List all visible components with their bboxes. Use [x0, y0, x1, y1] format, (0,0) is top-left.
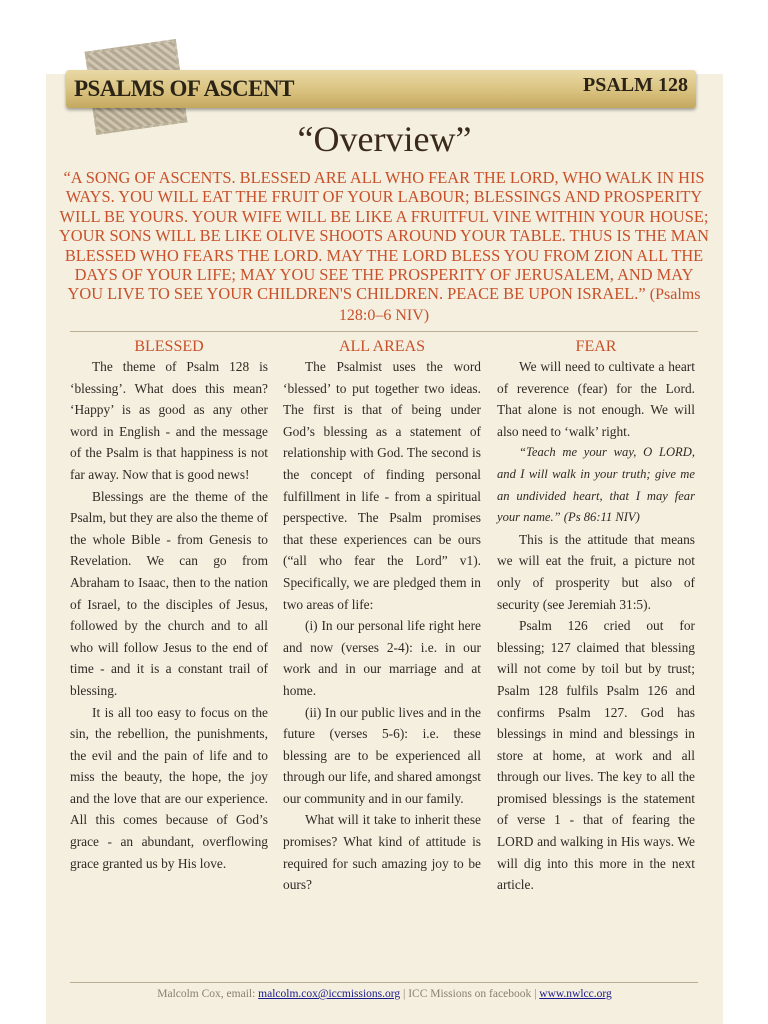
paragraph: Psalm 126 cried out for blessing; 127 claimed that blessing will not come by toil but by trust; Psalm 128 fulfils Psalm 126 and confirms Psalm 127. God has blessings in mind and blessings in store at home, at work and all through our lives. The key to all the promised blessings is the statement of verse 1 - that of fearing the LORD and walking in His ways. We will dig into this more in the next article.	[497, 618, 695, 893]
header-banner	[66, 70, 696, 108]
paragraph: (i) In our personal life right here and now (verses 2-4): i.e. in our work and in our marriage and at home.	[283, 618, 481, 698]
footer-separator: |	[403, 988, 406, 1000]
paragraph: The Psalmist uses the word ‘blessed’ to put together two ideas. The first is that of being under God’s blessing as a statement of relationship with God. The second is the concept of finding personal fulfillment in life - from a spiritual perspective. The Psalm promises that these experiences can be ours (“all who fear the Lord” v1). Specifically, we are pledged them in two areas of life:	[283, 359, 481, 612]
facebook-text: ICC Missions on facebook	[408, 988, 532, 1000]
paragraph: The theme of Psalm 128 is ‘blessing’. What does this mean? ‘Happy’ is as good as any other word in English - and the message of the Psalm is that happiness is not far away. Now that is good news!	[70, 359, 268, 482]
footer	[46, 988, 723, 1000]
column-blessed	[70, 356, 268, 874]
paragraph: (ii) In our public lives and in the future (verses 5-6): i.e. these blessing are to be experienced all through our life, and shared amongst our community and in our family.	[283, 704, 481, 806]
paragraph: It is all too easy to focus on the sin, the rebellion, the punishments, the evil and the pain of life and to miss the beauty, the hope, the joy and the love that are our experience. All this comes because of God’s grace - an abundant, overflowing grace granted us by His love.	[70, 704, 268, 871]
column-heading-blessed: BLESSED	[134, 338, 204, 355]
footer-separator: |	[534, 988, 537, 1000]
intro-quote	[56, 168, 712, 325]
footer-divider	[70, 982, 698, 983]
paragraph: This is the attitude that means we will eat the fruit, a picture not only of prosperity but also of security (see Jeremiah 31:5).	[497, 531, 695, 612]
column-all-areas	[283, 356, 481, 896]
intro-text: “A SONG OF ASCENTS. BLESSED ARE ALL WHO FEAR THE LORD, WHO WALK IN HIS WAYS. YOU WILL EAT THE FRUIT OF YOUR LABOUR; BLESSINGS AND PROSPERITY WILL BE YOURS. YOUR WIFE WILL BE LIKE A FRUITFUL VINE WITHIN YOUR HOUSE; YOUR SONS WILL BE LIKE OLIVE SHOOTS AROUND YOUR TABLE. THUS IS THE MAN BLESSED WHO FEARS THE LORD. MAY THE LORD BLESS YOU FROM ZION ALL THE DAYS OF YOUR LIFE; MAY YOU SEE THE PROSPERITY OF JERUSALEM, AND MAY YOU LIVE TO SEE YOUR CHILDREN'S CHILDREN. PEACE BE UPON ISRAEL.”	[58, 168, 710, 304]
series-title: PSALMS OF ASCENT	[74, 76, 294, 101]
paragraph: Blessings are the theme of the Psalm, but they are also the theme of the whole Bible - from Genesis to Revelation. We can go from Abraham to Isaac, then to the nation of Israel, to the disciples of Jesus, followed by the church and to all who will follow Jesus to the end of time - and it is a constant trail of blessing.	[70, 488, 268, 698]
page-title: “Overview”	[297, 119, 472, 159]
email-link[interactable]: malcolm.cox@iccmissions.org	[258, 988, 401, 1000]
column-fear	[497, 356, 695, 896]
scripture-quote: “Teach me your way, O LORD, and I will walk in your truth; give me an undivided heart, that I may fear your name.” (Ps 86:11 NIV)	[497, 445, 695, 525]
column-heading-fear: FEAR	[575, 338, 617, 355]
intro-reference: (Psalms 128:0–6 NIV)	[338, 286, 701, 324]
psalm-number: PSALM 128	[583, 74, 688, 96]
column-heading-all-areas: ALL AREAS	[338, 338, 426, 355]
website-link[interactable]: www.nwlcc.org	[539, 988, 612, 1000]
paragraph: We will need to cultivate a heart of reverence (fear) for the Lord. That alone is not enough. We will also need to ‘walk’ right.	[497, 359, 695, 439]
divider	[70, 331, 698, 332]
footer-author: Malcolm Cox, email:	[157, 988, 256, 1000]
paragraph: What will it take to inherit these promises? What kind of attitude is required for such amazing joy to be ours?	[283, 812, 481, 893]
